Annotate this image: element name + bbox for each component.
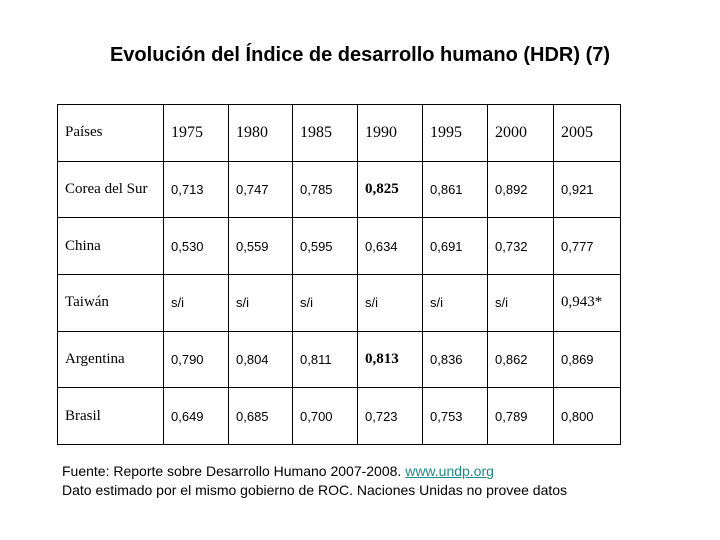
value-cell: s/i	[293, 274, 358, 331]
value-cell: 0,649	[164, 388, 229, 445]
table-row	[58, 331, 621, 388]
value-cell: 0,836	[423, 331, 488, 388]
country-cell: Taiwán	[58, 274, 164, 331]
value-cell: 0,723	[358, 388, 423, 445]
value-cell: 0,713	[164, 161, 229, 218]
value-cell: 0,800	[554, 388, 621, 445]
value-cell: s/i	[164, 274, 229, 331]
value-cell: 0,825	[358, 161, 423, 218]
hdi-table	[57, 104, 621, 445]
value-cell: 0,700	[293, 388, 358, 445]
value-cell: 0,892	[488, 161, 554, 218]
table-row	[58, 274, 621, 331]
value-cell: 0,634	[358, 218, 423, 275]
value-cell: 0,747	[229, 161, 293, 218]
header-cell-year: 1980	[229, 105, 293, 162]
table-header-row	[58, 105, 621, 162]
value-cell: 0,790	[164, 331, 229, 388]
header-cell-year: 2000	[488, 105, 554, 162]
table-row	[58, 161, 621, 218]
value-cell: 0,862	[488, 331, 554, 388]
value-cell: 0,943*	[554, 274, 621, 331]
value-cell: 0,685	[229, 388, 293, 445]
source-link[interactable]: www.undp.org	[405, 463, 494, 479]
footer-notes	[62, 462, 567, 500]
value-cell: s/i	[229, 274, 293, 331]
value-cell: 0,691	[423, 218, 488, 275]
page-title: Evolución del Índice de desarrollo humano (HDR) (7)	[109, 44, 611, 66]
value-cell: 0,789	[488, 388, 554, 445]
value-cell: s/i	[358, 274, 423, 331]
value-cell: 0,753	[423, 388, 488, 445]
value-cell: 0,732	[488, 218, 554, 275]
value-cell: 0,921	[554, 161, 621, 218]
value-cell: 0,595	[293, 218, 358, 275]
value-cell: 0,811	[293, 331, 358, 388]
header-cell-year: 1995	[423, 105, 488, 162]
value-cell: s/i	[488, 274, 554, 331]
table-row	[58, 218, 621, 275]
value-cell: s/i	[423, 274, 488, 331]
value-cell: 0,785	[293, 161, 358, 218]
value-cell: 0,869	[554, 331, 621, 388]
country-cell: Brasil	[58, 388, 164, 445]
source-text: Fuente: Reporte sobre Desarrollo Humano 2007-2008.	[62, 463, 406, 479]
value-cell: 0,559	[229, 218, 293, 275]
country-cell: Corea del Sur	[58, 161, 164, 218]
header-cell-paises: Países	[58, 105, 164, 162]
header-cell-year: 1990	[358, 105, 423, 162]
source-line	[62, 462, 567, 481]
value-cell: 0,861	[423, 161, 488, 218]
header-cell-year: 1985	[293, 105, 358, 162]
value-cell: 0,530	[164, 218, 229, 275]
value-cell: 0,777	[554, 218, 621, 275]
country-cell: China	[58, 218, 164, 275]
note-line: Dato estimado por el mismo gobierno de ROC. Naciones Unidas no provee datos	[62, 482, 568, 498]
country-cell: Argentina	[58, 331, 164, 388]
value-cell: 0,804	[229, 331, 293, 388]
header-cell-year: 2005	[554, 105, 621, 162]
header-cell-year: 1975	[164, 105, 229, 162]
table-row	[58, 388, 621, 445]
value-cell: 0,813	[358, 331, 423, 388]
